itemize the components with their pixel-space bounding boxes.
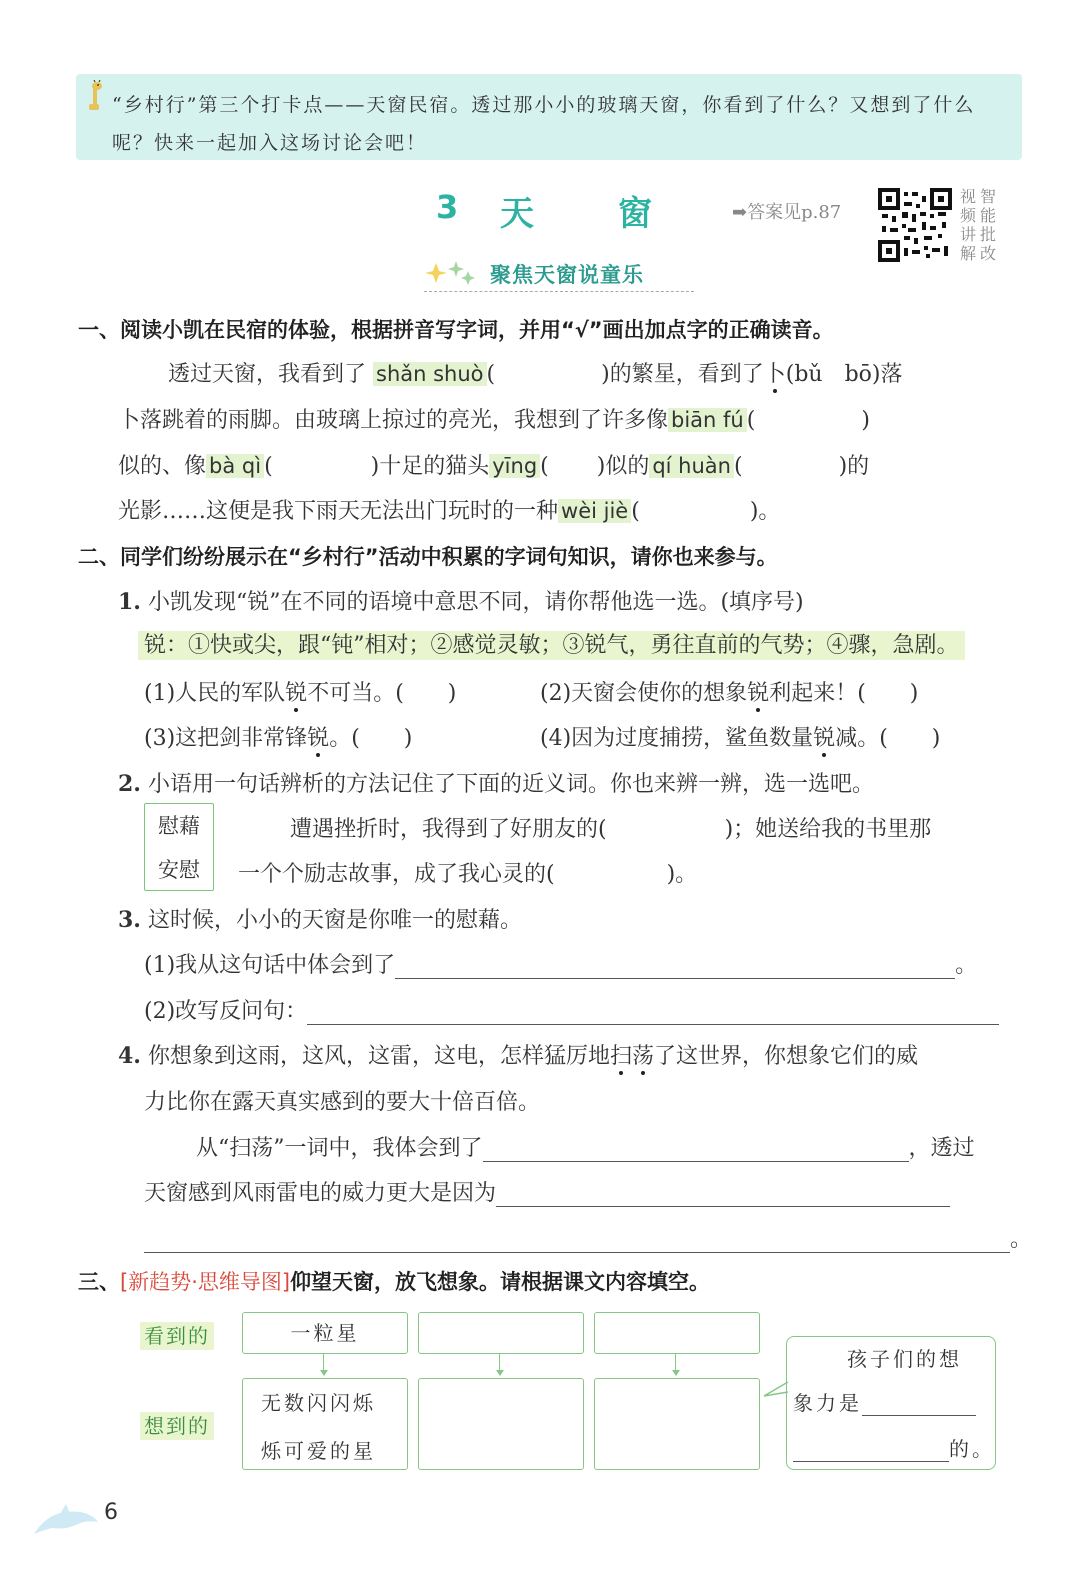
- mindmap-box-thought-1: [242, 1378, 408, 1470]
- text: 了这世界，你想象它们的威: [654, 1044, 919, 1069]
- answer-line[interactable]: [862, 1393, 976, 1416]
- bubble-text: 孩子们的想: [847, 1347, 962, 1371]
- arrow-down-icon: [496, 1370, 504, 1376]
- text: )。: [749, 499, 781, 524]
- trend-tag: [新趋势·思维导图]: [120, 1270, 291, 1294]
- text: (3)这把剑非常锋: [144, 726, 308, 751]
- text: 光影……这便是我下雨天无法出门玩时的一种: [118, 499, 559, 524]
- section3-title: [78, 1266, 710, 1296]
- s1-line1: [168, 357, 902, 388]
- q2-line1: [290, 812, 931, 843]
- q2-stem: [118, 767, 874, 798]
- thought-bubble: [786, 1336, 996, 1470]
- q4-line1: [118, 1039, 918, 1070]
- q1-s2: [540, 676, 918, 707]
- q1-s3: [144, 721, 412, 752]
- q1-stem: [118, 585, 804, 616]
- lesson-title: 天窗: [500, 194, 736, 234]
- text: 从“扫荡”一词中，我体会到了: [196, 1136, 483, 1161]
- label-text: 想到的: [140, 1412, 214, 1440]
- text: 你想象到这雨，这风，这雷，这电，怎样猛厉地: [147, 1044, 610, 1069]
- lesson-number: 3: [436, 188, 459, 226]
- text: (1)人民的军队: [144, 681, 286, 706]
- qr-label: 讲: [960, 225, 977, 244]
- dotted-char: 锐: [747, 681, 770, 706]
- answer-reference: ➡答案见p.87: [732, 202, 842, 223]
- mindmap-label-thought: [140, 1410, 214, 1439]
- pinyin: qí huàn: [649, 454, 734, 478]
- text: 透过天窗，我看到了: [168, 362, 367, 387]
- q4-line3: [196, 1131, 975, 1162]
- paren: (: [733, 454, 743, 479]
- text: 一个个励志故事，成了我心灵的(: [238, 862, 555, 887]
- q4-line2: 力比你在露天真实感到的要大十倍百倍。: [144, 1090, 541, 1115]
- text: 似的、像: [118, 454, 207, 479]
- qr-label: 视: [960, 187, 977, 206]
- text[interactable]: 不可当。( ): [307, 681, 457, 706]
- qr-label: 智: [980, 187, 997, 206]
- qr-label: 频: [960, 206, 977, 225]
- mindmap-box-saw-2[interactable]: [418, 1312, 584, 1354]
- pinyin: bà qì: [206, 454, 264, 478]
- text[interactable]: 利起来！( ): [769, 681, 919, 706]
- question-number: 4.: [118, 1043, 141, 1069]
- pinyin: yīng: [489, 454, 540, 478]
- subtitle-bar: [424, 257, 694, 292]
- s1-line3: [118, 449, 869, 480]
- section-prefix: 三、: [78, 1270, 120, 1294]
- dotted-char: 锐: [813, 726, 836, 751]
- paren: (: [264, 454, 273, 479]
- q3-stem: [118, 903, 522, 934]
- text: 。: [955, 953, 978, 978]
- text: )十足的猫头: [370, 454, 490, 479]
- qr-label: 能: [980, 206, 997, 225]
- label-text: 看到的: [140, 1322, 214, 1350]
- dotted-char: 锐: [285, 681, 308, 706]
- text: )似的: [596, 454, 650, 479]
- text: )；她送给我的书里那: [724, 817, 932, 842]
- text: )的繁星，看到了: [601, 362, 764, 387]
- answer-line[interactable]: [793, 1439, 949, 1462]
- arrow-down-icon: [672, 1370, 680, 1376]
- section-text: 仰望天窗，放飞想象。请根据课文内容填空。: [290, 1270, 711, 1294]
- sparkle-icon: [424, 259, 478, 287]
- box-text: 一粒星: [290, 1321, 360, 1345]
- text: (2)天窗会使你的想象: [540, 681, 748, 706]
- section1-title: 一、阅读小凯在民宿的体验，根据拼音写字词，并用“√”画出加点字的正确读音。: [78, 318, 834, 342]
- qr-code-icon[interactable]: [878, 188, 952, 262]
- text[interactable]: 。( ): [329, 726, 413, 751]
- text: (4)因为过度捕捞，鲨鱼数量: [540, 726, 814, 751]
- intro-text: “乡村行”第三个打卡点——天窗民宿。透过那小小的玻璃天窗，你看到了什么？又想到了什么呢？快来一起加入这场讨论会吧！: [112, 94, 976, 154]
- text: (bǔ bō)落: [785, 362, 903, 387]
- answer-line[interactable]: [483, 1137, 909, 1162]
- synonym-box: [144, 803, 214, 891]
- s1-line2: [118, 403, 870, 434]
- mindmap-box-thought-3[interactable]: [594, 1378, 760, 1470]
- text: )的: [838, 454, 870, 479]
- answer-line[interactable]: [144, 1228, 1010, 1253]
- page-number: 6: [104, 1500, 118, 1525]
- text: 天窗感到风雨雷电的威力更大是因为: [144, 1181, 497, 1206]
- dotted-char: 荡: [632, 1044, 655, 1069]
- answer-line[interactable]: [395, 954, 955, 979]
- synonym-word: 安慰: [158, 858, 200, 882]
- text: )。: [666, 862, 698, 887]
- pinyin: shǎn shuò: [373, 362, 487, 386]
- box-text: 无数闪闪烁: [261, 1391, 376, 1415]
- text: (2)改写反问句：: [144, 999, 308, 1024]
- question-number: 2.: [118, 771, 141, 797]
- question-number: 1.: [118, 589, 141, 615]
- dotted-char: 卜: [763, 362, 786, 387]
- question-text: 这时候，小小的天窗是你唯一的慰藉。: [147, 908, 522, 933]
- text[interactable]: 减。( ): [835, 726, 941, 751]
- meanings-text: 锐：①快或尖，跟“钝”相对；②感觉灵敏；③锐气，勇往直前的气势；④骤，急剧。: [138, 631, 965, 660]
- paren: (: [631, 499, 640, 524]
- text: (1)我从这句话中体会到了: [144, 953, 396, 978]
- q1-s1: [144, 676, 456, 707]
- mindmap-box-saw-3[interactable]: [594, 1312, 760, 1354]
- q4-line5: [144, 1222, 1032, 1253]
- section2-title: 二、同学们纷纷展示在“乡村行”活动中积累的字词句知识，请你也来参与。: [78, 545, 778, 569]
- qr-label: 解: [960, 244, 977, 263]
- s1-line4: [118, 494, 780, 525]
- mindmap-box-thought-2[interactable]: [418, 1378, 584, 1470]
- question-text: 小语用一句话辨析的方法记住了下面的近义词。你也来辨一辨，选一选吧。: [147, 772, 874, 797]
- dotted-char: 扫: [609, 1044, 632, 1069]
- answer-line[interactable]: [307, 1000, 999, 1025]
- q3-p1: [144, 948, 977, 979]
- mindmap-label-saw: [140, 1320, 214, 1349]
- qr-label: 批: [980, 225, 997, 244]
- paren: (: [746, 408, 756, 433]
- bubble-text: 的。: [949, 1437, 995, 1461]
- synonym-word: 慰藉: [158, 814, 200, 838]
- paren: (: [486, 362, 496, 387]
- dotted-char: 锐: [307, 726, 330, 751]
- paren: (: [540, 454, 549, 479]
- answer-line[interactable]: [496, 1182, 950, 1207]
- text: 遭遇挫折时，我得到了好朋友的(: [290, 817, 607, 842]
- text: 。: [1010, 1227, 1033, 1252]
- q1-s4: [540, 721, 940, 752]
- mindmap-box-saw-1: [242, 1312, 408, 1354]
- q4-line4: [144, 1176, 950, 1207]
- bubble-line: [793, 1387, 976, 1416]
- qr-labels: [960, 187, 998, 263]
- pinyin: wèi jiè: [558, 499, 631, 523]
- dolphin-icon: [30, 1500, 102, 1540]
- question-number: 3.: [118, 907, 141, 933]
- text: ，透过: [908, 1136, 975, 1161]
- box-text: 烁可爱的星: [261, 1439, 376, 1463]
- question-text: 小凯发现“锐”在不同的语境中意思不同，请你帮他选一选。(填序号): [147, 590, 804, 615]
- paren: ): [861, 408, 870, 433]
- bubble-text: 象力是: [793, 1391, 862, 1415]
- q1-meanings: [138, 628, 965, 659]
- giraffe-icon: [84, 80, 106, 112]
- subtitle-text: 聚焦天窗说童乐: [490, 263, 644, 287]
- q3-p2: [144, 994, 999, 1025]
- qr-label: 改: [980, 244, 997, 263]
- arrow-down-icon: [320, 1370, 328, 1376]
- bubble-line: [793, 1433, 995, 1462]
- q2-line2: [238, 857, 697, 888]
- pinyin: biān fú: [668, 408, 747, 432]
- intro-banner: [76, 74, 1022, 160]
- text: 卜落跳着的雨脚。由玻璃上掠过的亮光，我想到了许多像: [118, 408, 669, 433]
